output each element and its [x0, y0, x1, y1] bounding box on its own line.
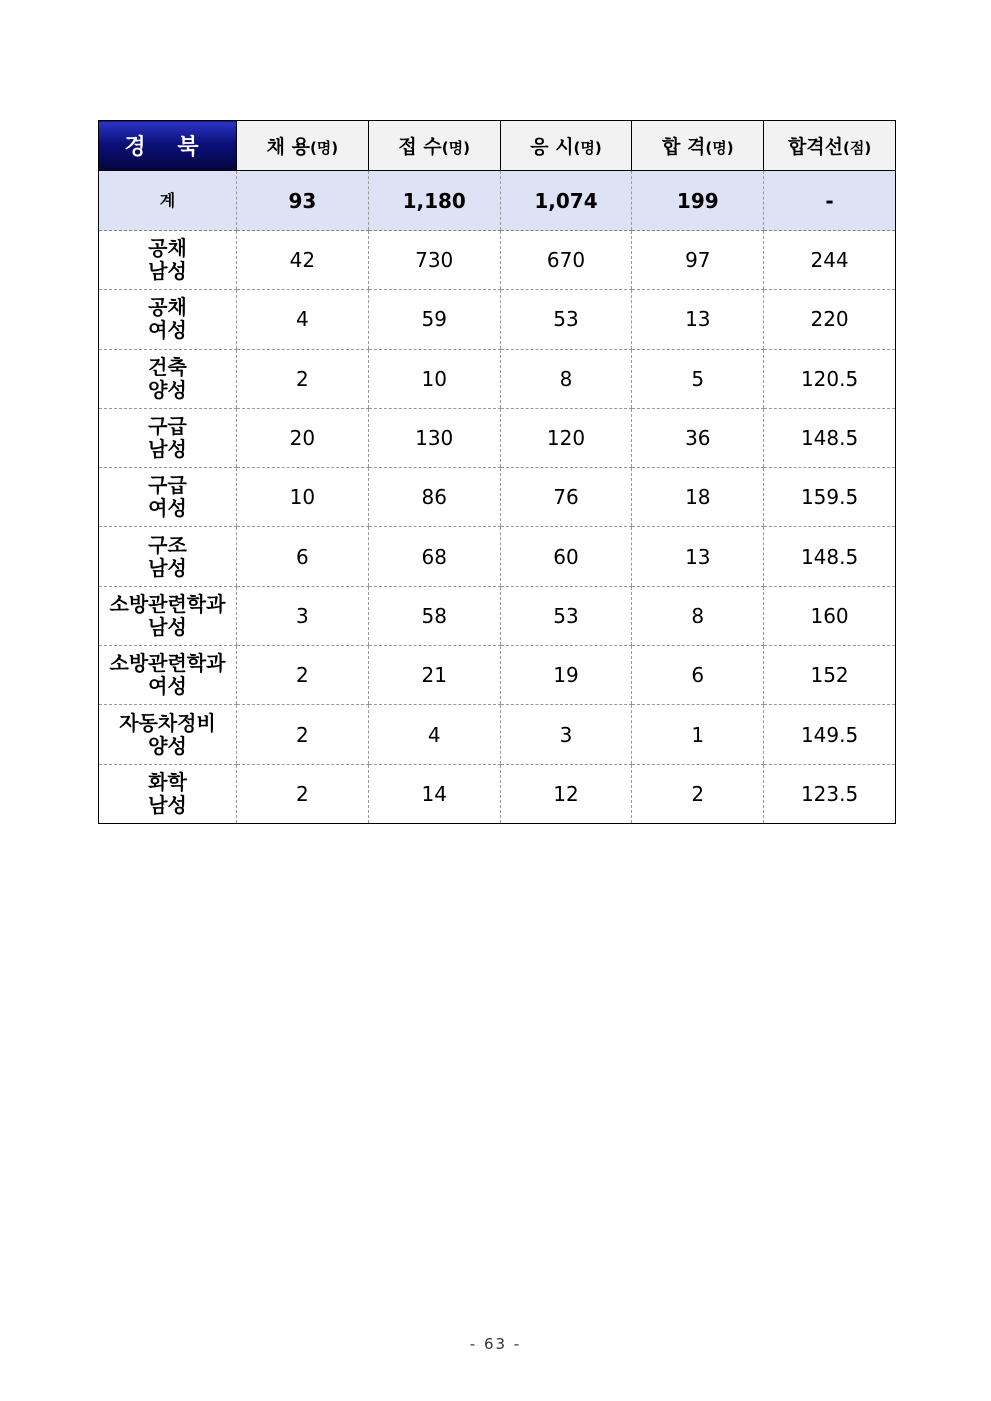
- row-label: [99, 586, 237, 645]
- cell-cutoff: 123.5: [764, 764, 896, 823]
- cell-applied: 58: [368, 586, 500, 645]
- header-tested: [500, 121, 632, 171]
- table-row: [99, 468, 896, 527]
- cell-applied: 86: [368, 468, 500, 527]
- row-label-line1: 화학: [148, 769, 187, 794]
- header-unit: (명): [441, 139, 470, 157]
- header-row: [99, 121, 896, 171]
- row-label-line1: 공채: [148, 236, 187, 261]
- cell-cutoff: 160: [764, 586, 896, 645]
- cell-passed: 13: [632, 527, 764, 586]
- header-unit: (점): [843, 139, 872, 157]
- total-passed: 199: [632, 171, 764, 231]
- row-label: [99, 764, 237, 823]
- header-cutoff: [764, 121, 896, 171]
- header-hired: [237, 121, 369, 171]
- row-label-line2: 여성: [148, 674, 187, 699]
- cell-hired: 3: [237, 586, 369, 645]
- row-label-line1: 구급: [148, 414, 187, 439]
- total-tested: 1,074: [500, 171, 632, 231]
- cell-hired: 2: [237, 705, 369, 764]
- cell-applied: 14: [368, 764, 500, 823]
- row-label-line1: 소방관련학과: [109, 591, 226, 616]
- header-applied: [368, 121, 500, 171]
- table-row: [99, 646, 896, 705]
- row-label: [99, 705, 237, 764]
- header-main: 합격선: [787, 136, 844, 158]
- cell-passed: 36: [632, 408, 764, 467]
- row-label-line1: 구조: [148, 532, 187, 557]
- cell-passed: 8: [632, 586, 764, 645]
- cell-passed: 13: [632, 290, 764, 349]
- table-row: [99, 408, 896, 467]
- cell-hired: 2: [237, 764, 369, 823]
- cell-cutoff: 159.5: [764, 468, 896, 527]
- row-label-line1: 소방관련학과: [109, 651, 226, 676]
- header-main: 채 용: [266, 136, 310, 158]
- row-label: [99, 646, 237, 705]
- region-header: 경 북: [99, 121, 237, 171]
- cell-tested: 76: [500, 468, 632, 527]
- cell-passed: 1: [632, 705, 764, 764]
- cell-cutoff: 149.5: [764, 705, 896, 764]
- cell-applied: 21: [368, 646, 500, 705]
- table-row: [99, 349, 896, 408]
- cell-tested: 60: [500, 527, 632, 586]
- row-label-line1: 공채: [148, 295, 187, 320]
- cell-applied: 59: [368, 290, 500, 349]
- cell-cutoff: 152: [764, 646, 896, 705]
- cell-cutoff: 148.5: [764, 527, 896, 586]
- cell-hired: 20: [237, 408, 369, 467]
- cell-hired: 10: [237, 468, 369, 527]
- cell-applied: 730: [368, 231, 500, 290]
- row-label: [99, 527, 237, 586]
- total-applied: 1,180: [368, 171, 500, 231]
- row-label: [99, 408, 237, 467]
- cell-passed: 18: [632, 468, 764, 527]
- table-row: [99, 527, 896, 586]
- row-label-line2: 여성: [148, 496, 187, 521]
- row-label-line2: 남성: [148, 792, 187, 817]
- total-hired: 93: [237, 171, 369, 231]
- row-label-line2: 남성: [148, 614, 187, 639]
- total-row: [99, 171, 896, 231]
- cell-applied: 68: [368, 527, 500, 586]
- header-main: 접 수: [398, 136, 442, 158]
- header-unit: (명): [573, 139, 602, 157]
- cell-passed: 6: [632, 646, 764, 705]
- cell-tested: 12: [500, 764, 632, 823]
- row-label-line1: 자동차정비: [119, 710, 216, 735]
- cell-hired: 4: [237, 290, 369, 349]
- total-label: 계: [99, 171, 237, 231]
- cell-passed: 5: [632, 349, 764, 408]
- recruitment-table: [98, 120, 896, 824]
- cell-applied: 10: [368, 349, 500, 408]
- cell-tested: 120: [500, 408, 632, 467]
- table-row: [99, 290, 896, 349]
- cell-tested: 8: [500, 349, 632, 408]
- row-label-line2: 남성: [148, 259, 187, 284]
- cell-cutoff: 220: [764, 290, 896, 349]
- cell-passed: 2: [632, 764, 764, 823]
- header-main: 응 시: [530, 136, 574, 158]
- header-main: 합 격: [662, 136, 706, 158]
- cell-tested: 670: [500, 231, 632, 290]
- row-label: [99, 231, 237, 290]
- cell-passed: 97: [632, 231, 764, 290]
- cell-hired: 42: [237, 231, 369, 290]
- cell-hired: 2: [237, 349, 369, 408]
- header-passed: [632, 121, 764, 171]
- row-label-line2: 양성: [148, 377, 187, 402]
- table-row: [99, 586, 896, 645]
- cell-tested: 3: [500, 705, 632, 764]
- table-row: [99, 231, 896, 290]
- row-label: [99, 349, 237, 408]
- row-label: [99, 290, 237, 349]
- table-row: [99, 705, 896, 764]
- table-row: [99, 764, 896, 823]
- total-cutoff: -: [764, 171, 896, 231]
- page-number: - 63 -: [469, 1335, 522, 1353]
- row-label-line2: 남성: [148, 555, 187, 580]
- row-label-line2: 여성: [148, 318, 187, 343]
- cell-cutoff: 244: [764, 231, 896, 290]
- cell-tested: 19: [500, 646, 632, 705]
- row-label-line1: 건축: [148, 354, 187, 379]
- cell-applied: 4: [368, 705, 500, 764]
- header-unit: (명): [309, 139, 339, 157]
- cell-cutoff: 148.5: [764, 408, 896, 467]
- cell-tested: 53: [500, 290, 632, 349]
- cell-hired: 2: [237, 646, 369, 705]
- row-label: [99, 468, 237, 527]
- cell-tested: 53: [500, 586, 632, 645]
- cell-applied: 130: [368, 408, 500, 467]
- row-label-line2: 남성: [148, 437, 187, 462]
- row-label-line2: 양성: [148, 733, 187, 758]
- cell-hired: 6: [237, 527, 369, 586]
- header-unit: (명): [705, 139, 734, 157]
- cell-cutoff: 120.5: [764, 349, 896, 408]
- row-label-line1: 구급: [148, 473, 187, 498]
